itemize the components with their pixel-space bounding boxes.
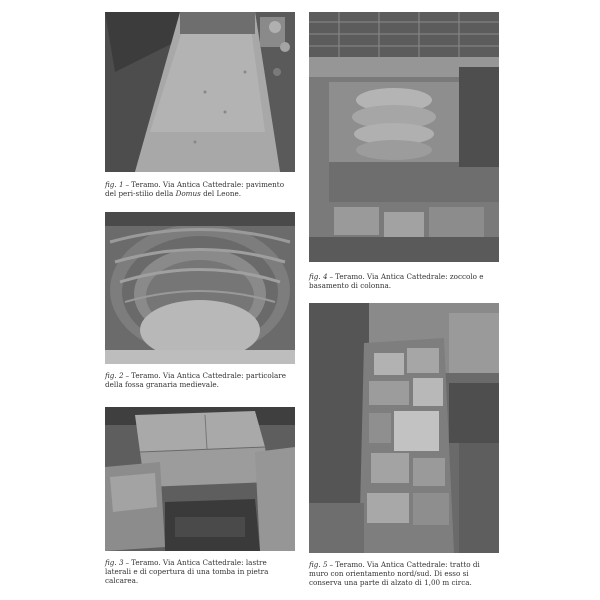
caption-text-end: del Leone. (200, 189, 242, 198)
tomb-slabs-image (105, 407, 295, 551)
grain-pit-image (105, 212, 295, 364)
caption-text: Teramo. Via Antica Cattedrale: particolare della fossa granaria medievale. (105, 371, 287, 389)
column-base-image (309, 12, 499, 262)
caption-text: Teramo. Via Antica Cattedrale: pavimento del peri-stilio della (105, 180, 285, 198)
figure-3-photo (105, 407, 295, 551)
figure-1-caption (105, 180, 295, 198)
caption-text: Teramo. Via Antica Cattedrale: tratto di muro con orientamento nord/sud. Di esso si conserva una parte di alzato di 1,00 m circa. (309, 560, 480, 587)
caption-text: Teramo. Via Antica Cattedrale: lastre laterali e di copertura di una tomba in pietra calcarea. (105, 558, 269, 585)
figure-5-caption (309, 560, 499, 587)
caption-italic: Domus (175, 189, 201, 198)
caption-text: Teramo. Via Antica Cattedrale: zoccolo e basamento di colonna. (309, 272, 484, 290)
figure-2-caption (105, 371, 295, 389)
figure-4-caption (309, 272, 499, 290)
caption-dash: – (125, 558, 130, 567)
figure-2-photo (105, 212, 295, 364)
caption-dash: – (329, 272, 334, 281)
figure-3-caption (105, 558, 295, 585)
figure-5-photo (309, 303, 499, 553)
figure-1-photo (105, 12, 295, 172)
figure-4-photo (309, 12, 499, 262)
corridor-pavement-image (105, 12, 295, 172)
figure-label: fig. 4 (309, 272, 328, 281)
figure-label: fig. 1 (105, 180, 124, 189)
figure-label: fig. 3 (105, 558, 124, 567)
caption-dash: – (125, 371, 130, 380)
caption-dash: – (125, 180, 130, 189)
figure-label: fig. 5 (309, 560, 328, 569)
wall-segment-image (309, 303, 499, 553)
caption-dash: – (329, 560, 334, 569)
figure-label: fig. 2 (105, 371, 124, 380)
